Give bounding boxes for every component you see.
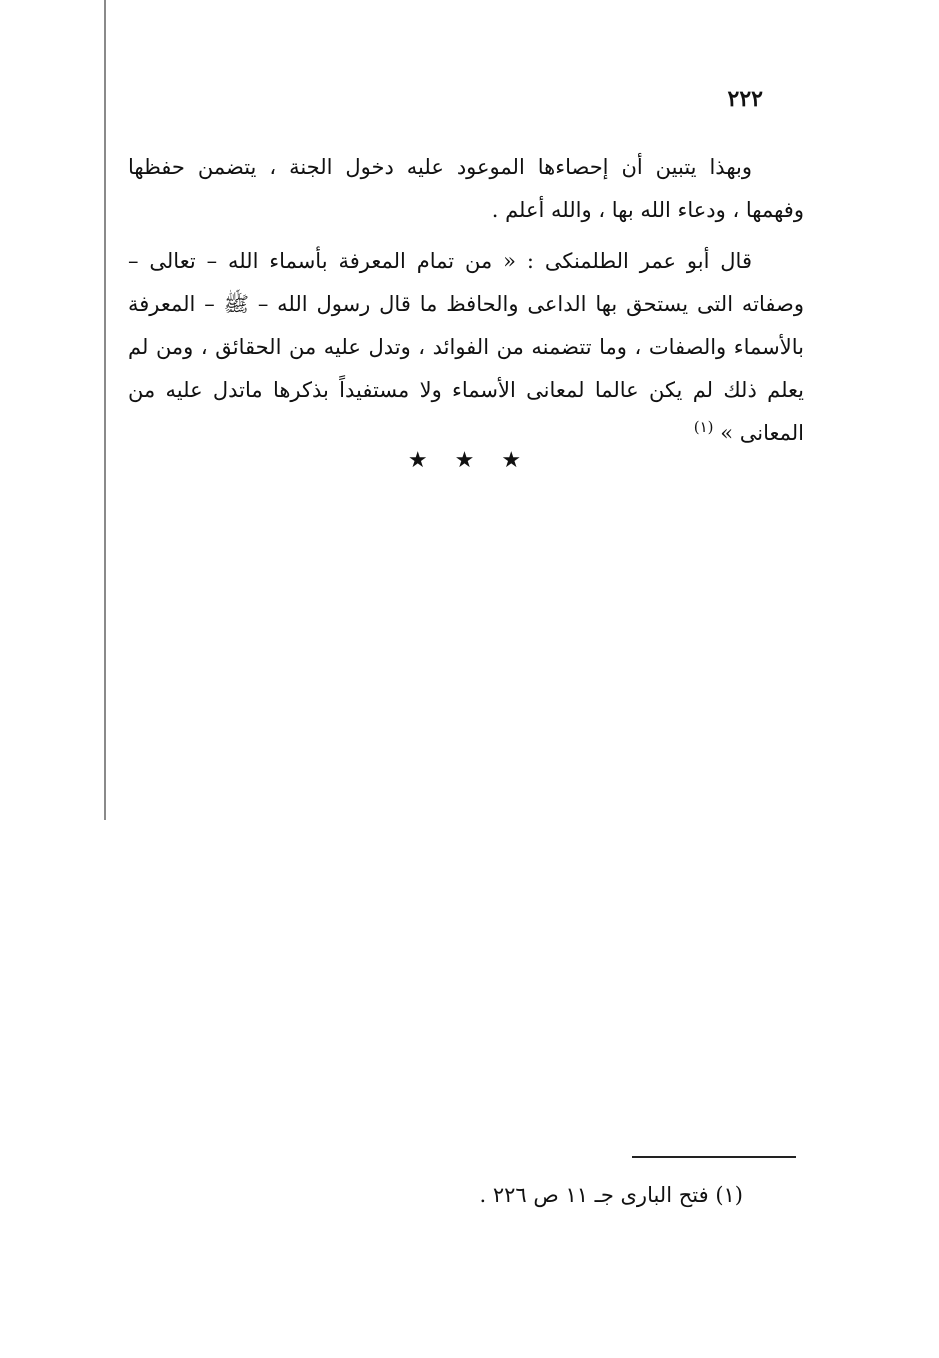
page-number: ٢٢٢	[727, 86, 763, 112]
section-separator: ★ ★ ★	[407, 448, 532, 473]
paragraph-2	[128, 240, 804, 455]
footnote-divider	[632, 1156, 796, 1158]
paragraph-2-text: قال أبو عمر الطلمنكى : « من تمام المعرفة بأسماء الله – تعالى – وصفاته التى يستحق بها الداعى والحافظ ما قال رسول الله – ﷺ – المعرفة بالأسماء والصفات ، وما تتضمنه من الفوائد ، وتدل عليه من الحقائق ، ومن لم يعلم ذلك لم يكن عالما لمعانى الأسماء ولا مستفيداً بذكرها ماتدل عليه من المعانى »	[128, 249, 804, 445]
footnote-text: (١) فتح البارى جـ ١١ ص ٢٢٦ .	[479, 1183, 743, 1207]
page-margin-line	[104, 0, 106, 820]
paragraph-1	[128, 146, 804, 232]
footnote-reference: (١)	[693, 418, 714, 436]
paragraph-1-text: وبهذا يتبين أن إحصاءها الموعود عليه دخول الجنة ، يتضمن حفظها وفهمها ، ودعاء الله بها ، والله أعلم .	[128, 155, 804, 222]
